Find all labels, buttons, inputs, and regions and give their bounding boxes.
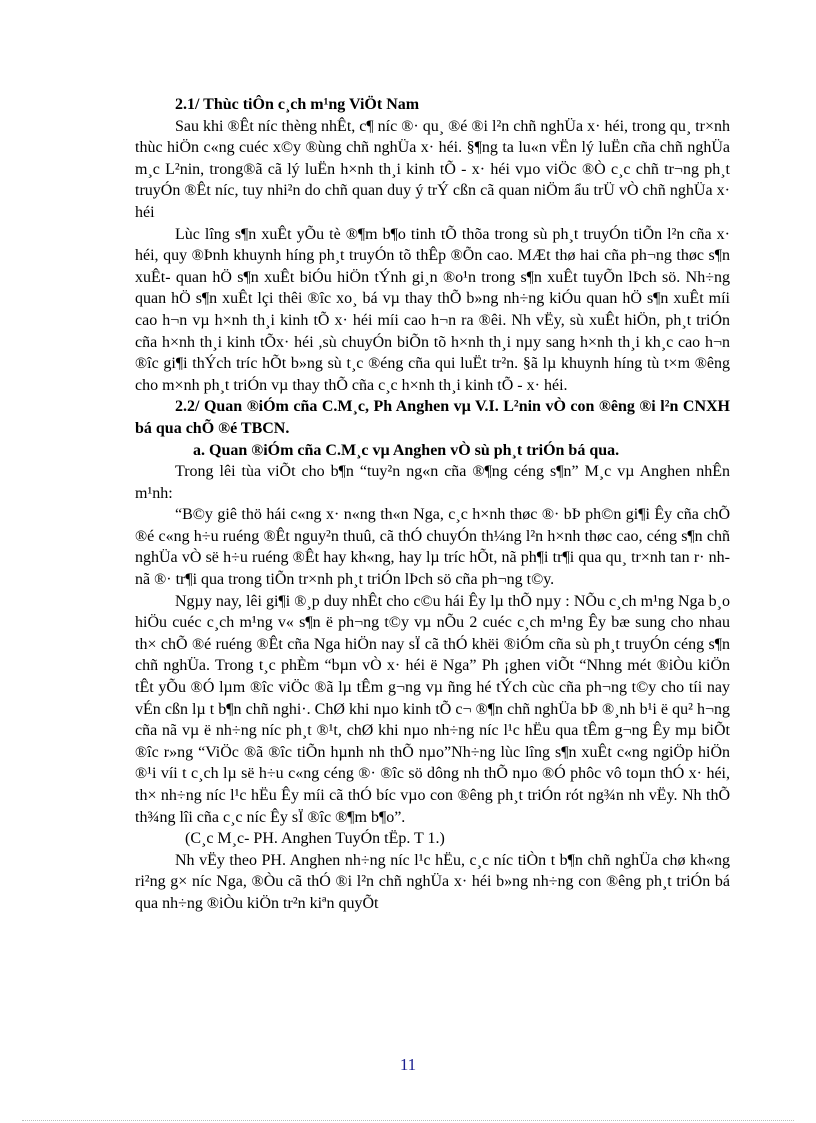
quotation-paragraph-2: Ngµy nay, lêi gi¶i ®¸p duy nhÊt cho c©u hái Êy lµ thÕ nµy : NÕu c¸ch m¹ng Nga b¸o hiÖu cuéc c¸ch m¹ng v« s¶n ë ph¬ng t©y vµ nÕu 2 cuéc c¸ch m¹ng Êy bæ sung cho nhau th× chÕ ®é ruéng ®Êt cña Nga hiÖn nay sÏ cã thÓ khëi ®iÓm cña sù ph¸t truyÓn céng s¶n chñ nghÜa. Trong t¸c phÈm “bµn vÒ x· héi ë Nga” Ph ¡ghen viÕt “Nhng mét ®iÒu kiÖn tÊt yÕu ®Ó lµm ®îc viÖc ®ã lµ tÊm g¬ng vµ ñng hé tÝch cùc cña ph¬ng t©y cho tíi nay vÉn cßn lµ t b¶n chñ nghi·. ChØ khi nµo kinh tÕ c¬ ®¶n chñ nghÜa bÞ ®¸nh b¹i ë qu² h¬ng cña nã vµ ë nh÷ng níc ph¸t ®¹t, chØ khi nµo nh÷ng níc l¹c hËu qua tÊm g¬ng Êy mµ biÕt ®îc r»ng “ViÖc ®ã ®îc tiÕn hµnh nh thÕ nµo”Nh÷ng lùc lîng s¶n xuÊt c«ng ngiÖp hiÖn ®¹i víi t c¸ch lµ së h÷u c«ng céng ®· ®îc sö dông nh thÕ nµo ®Ó phôc vô toµn thÓ x· héi, th× nh÷ng níc l¹c hËu Êy míi cã thÓ bíc vµo con ®êng ph¸t triÓn rót ng¾n nh vËy. Nh thÕ th¾ng lîi cña c¸c níc Êy sÏ ®îc ®¶m b¶o”. (135, 592, 730, 826)
paragraph-2: Lùc lîng s¶n xuÊt yÕu tè ®¶m b¶o tinh tÕ thõa trong sù ph¸t truyÓn tiÕn l²n cña x· héi, quy ®Þnh khuynh híng ph¸t truyÓn tõ thÊp ®Õn cao. MÆt thø hai cña ph¬ng thøc s¶n xuÊt- quan hÖ s¶n xuÊt biÓu hiÖn tÝnh gi¸n ®o¹n trong s¶n xuÊt tuyÕn lÞch sö. Nh÷ng quan hÖ s¶n xuÊt lçi thêi ®îc xo¸ bá vµ thay thÕ b»ng nh÷ng kiÓu quan hÖ s¶n xuÊt míi cao h¬n vµ h×nh th¸i kinh tÕ x· héi míi cao h¬n ra ®êi. Nh vËy, sù xuÊt hiÖn, ph¸t triÓn cña h×nh th¸i kinh tÕx· héi ,sù chuyÓn biÕn tõ h×nh th¸i nµy sang h×nh th¸i kh¸c cao h¬n ®îc gi¶i thÝch tríc hÕt b»ng sù t¸c ®éng cña qui luËt tr²n. §ã lµ khuynh híng tù t×m ®êng cho m×nh ph¸t triÓn vµ thay thÕ cña c¸c h×nh th¸i kinh tÕ - x· héi. (135, 225, 730, 394)
paragraph-1: Sau khi ®Êt níc thèng nhÊt, c¶ níc ®· qu¸ ®é ®i l²n chñ nghÜa x· héi, trong qu¸ tr×nh thùc hiÖn c«ng cuéc x©y ®ùng chñ nghÜa x· héi. §¶ng ta lu«n vËn lý luËn cña chñ nghÜa m¸c L²nin, trong®ã cã lý luËn h×nh th¸i kinh tÕ - x· héi vµo viÖc ®Ò c¸c chñ tr¬ng ph¸t truyÓn ®Êt níc, tuy nhi²n do chñ quan duy ý trÝ cßn cã quan niÖm ẩu trÜ vÒ chñ nghÜa x· héi (135, 117, 730, 221)
subsection-heading-a: a. Quan ®iÓm cña C.M¸c vµ Anghen vÒ sù ph¸t triÓn bá qua. (193, 441, 620, 459)
section-heading-2-1: 2.1/ Thùc tiÔn c¸ch m¹ng ViÖt Nam (175, 96, 420, 113)
document-body (135, 94, 730, 915)
citation: (C¸c M¸c- PH. Anghen TuyÓn tËp. T 1.) (185, 830, 445, 848)
quotation-paragraph-1: “B©y giê thö hái c«ng x· n«ng th«n Nga, c¸c h×nh thøc ®· bÞ ph©n gi¶i Êy cña chÕ ®é c«ng h÷u ruéng ®Êt nguy²n thuû, cã thÓ chuyÓn th¼ng l²n h×nh thøc cao, céng s¶n chñ nghÜa vÒ së h÷u ruéng ®Êt hay kh«ng, hay lµ tríc hÕt, nã ph¶i tr¶i qua qu¸ tr×nh tan r· nh nã ®· tr¶i qua trong tiÕn tr×nh ph¸t triÓn lÞch sö cña ph¬ng t©y. (135, 506, 730, 589)
section-heading-2-2: 2.2/ Quan ®iÓm cña C.M¸c, Ph Anghen vµ V.I. L²nin vÒ con ®êng ®i l²n CNXH bá qua chÕ ®é TBCN. (135, 398, 730, 437)
paragraph-3: Trong lêi tùa viÕt cho b¶n “tuy²n ng«n cña ®¶ng céng s¶n” M¸c vµ Anghen nhÊn m¹nh: (135, 463, 730, 502)
page-bottom-rule (22, 1120, 794, 1121)
paragraph-4: Nh vËy theo PH. Anghen nh÷ng níc l¹c hËu, c¸c níc tiÒn t b¶n chñ nghÜa chø kh«ng ri²ng g× níc Nga, ®Òu cã thÓ ®i l²n chñ nghÜa x· héi b»ng nh÷ng con ®êng ph¸t triÓn bá qua nh÷ng ®iÒu kiÖn tr²n kiªn quyÕt (135, 851, 730, 912)
page-number: 11 (399, 1055, 417, 1074)
